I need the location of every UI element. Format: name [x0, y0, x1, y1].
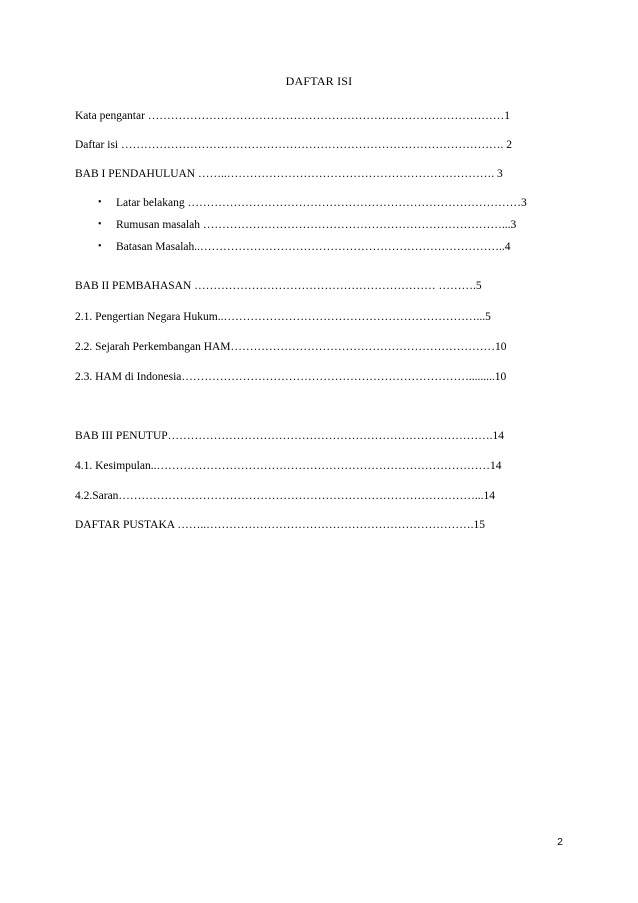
- page-title: DAFTAR ISI: [285, 74, 353, 88]
- toc-entry-latar-belakang: Latar belakang ……………………………………………………………………………3: [116, 197, 527, 209]
- toc-entry-2-3: 2.3. HAM di Indonesia………………………………………………………………….........10: [75, 371, 507, 383]
- toc-entry-4-1: 4.1. Kesimpulan..……………………………………………………………………………14: [75, 460, 502, 472]
- bullet-icon: •: [98, 197, 102, 208]
- toc-entry-bab-3: BAB III PENUTUP………………………………………………………………………….14: [75, 430, 505, 442]
- bullet-icon: •: [98, 241, 102, 252]
- toc-entry-daftar-pustaka: DAFTAR PUSTAKA ……..…………………………………………………………….15: [75, 519, 485, 531]
- toc-entry-kata-pengantar: Kata pengantar …………………………………………………………………………………1: [75, 110, 511, 122]
- bullet-icon: •: [98, 219, 102, 230]
- toc-entry-2-1: 2.1. Pengertian Negara Hukum..…………………………………………………………...5: [75, 311, 491, 323]
- page-number: 2: [557, 836, 563, 848]
- toc-entry-bab-1: BAB I PENDAHULUAN ……..……………………………………………………………. 3: [75, 168, 503, 180]
- toc-entry-batasan-masalah: Batasan Masalah..……………………………………………………………………..4: [116, 241, 511, 253]
- toc-entry-daftar-isi: Daftar isi ………………………………………………………………………………………. 2: [75, 139, 512, 151]
- toc-entry-bab-2: BAB II PEMBAHASAN ……………………………………………………… ……….5: [75, 280, 482, 292]
- toc-entry-2-2: 2.2. Sejarah Perkembangan HAM……………………………………………………………10: [75, 341, 507, 353]
- toc-entry-4-2: 4.2.Saran…………………………………………………………………………………...14: [75, 490, 496, 502]
- toc-entry-rumusan-masalah: Rumusan masalah ……………………………………………………………………...3: [116, 219, 517, 231]
